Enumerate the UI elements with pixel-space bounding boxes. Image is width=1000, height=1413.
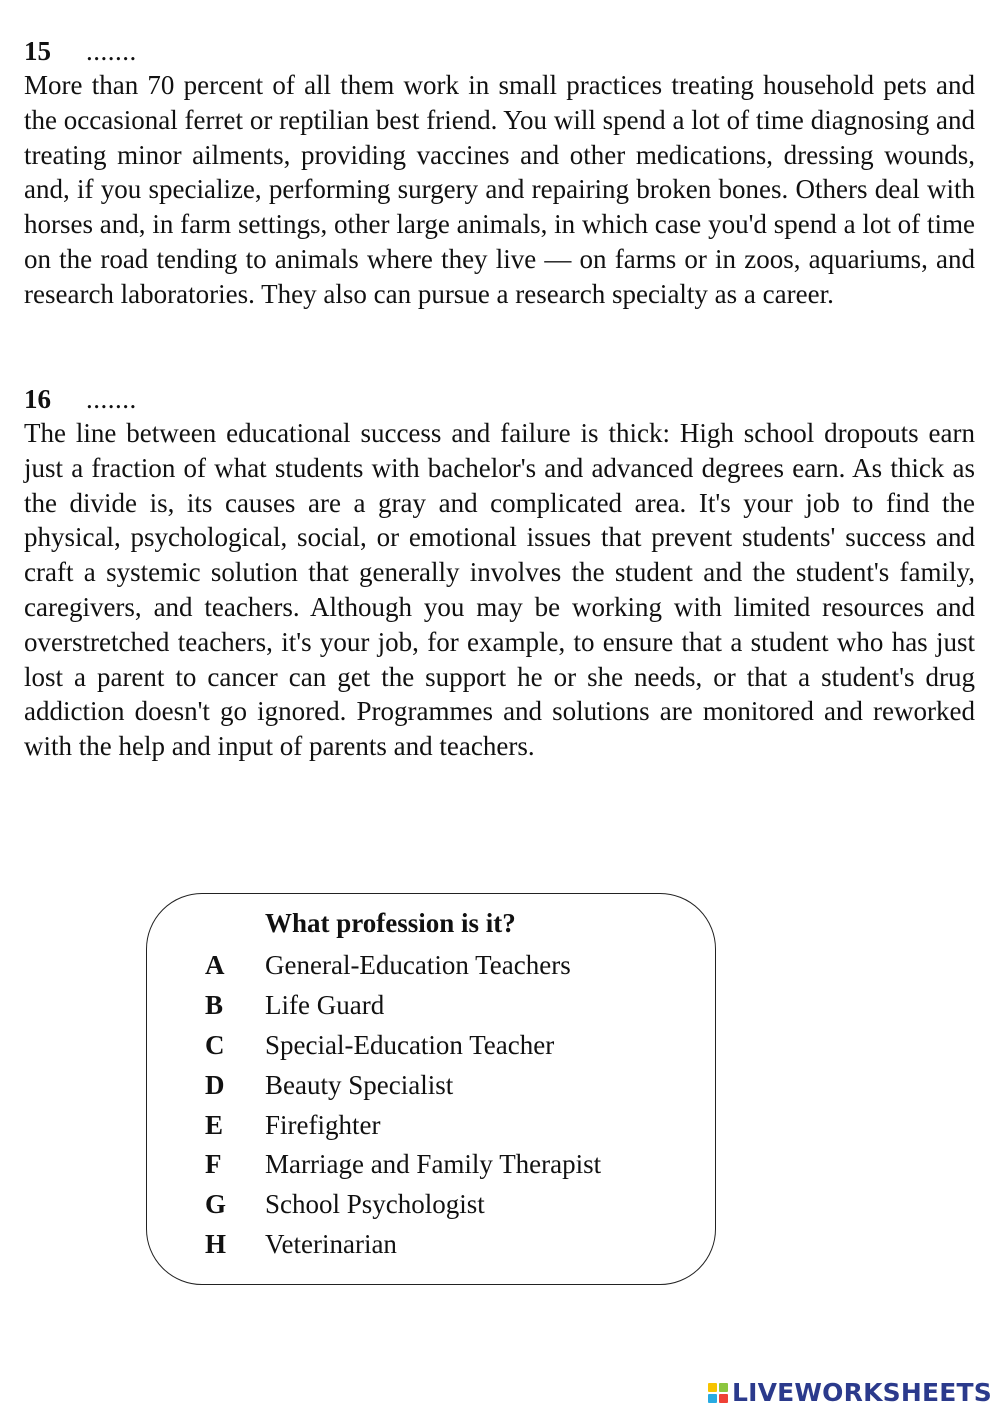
option-text: School Psychologist	[265, 1189, 485, 1220]
question-header	[24, 382, 975, 416]
option-letter: D	[205, 1069, 225, 1100]
option-text: Veterinarian	[265, 1228, 397, 1259]
option-letter: E	[205, 1109, 224, 1140]
logo-tile-red	[719, 1394, 728, 1403]
brand-name: LIVEWORKSHEETS	[731, 1378, 992, 1407]
options-list	[205, 946, 601, 1264]
liveworksheets-brand[interactable]	[708, 1378, 992, 1407]
answer-blank[interactable]: .......	[86, 36, 137, 66]
option-letter: H	[205, 1228, 227, 1259]
option-text: Beauty Specialist	[265, 1069, 454, 1100]
option-g	[205, 1185, 601, 1225]
answer-blank[interactable]: .......	[86, 384, 137, 414]
option-a	[205, 946, 601, 986]
option-letter: F	[205, 1149, 222, 1180]
option-letter: C	[205, 1029, 225, 1060]
option-text: Marriage and Family Therapist	[265, 1149, 602, 1180]
option-d	[205, 1065, 601, 1105]
option-letter: G	[205, 1189, 227, 1220]
question-number: 15	[24, 36, 51, 66]
option-letter: A	[205, 950, 225, 981]
option-h	[205, 1225, 601, 1265]
option-text: General-Education Teachers	[265, 950, 571, 981]
option-b	[205, 986, 601, 1026]
option-text: Special-Education Teacher	[265, 1029, 555, 1060]
option-e	[205, 1105, 601, 1145]
logo-tile-green	[719, 1383, 728, 1392]
question-text: The line between educational success and failure is thick: High school dropouts earn just a fraction of what students with bachelor's and advanced degrees earn. As thick as the divide is, its causes are a gray and complicated area. It's your job to find the physical, psychological, social, or emotional issues that prevent students' success and craft a systemic solution that generally involves the student and the student's family, caregivers, and teachers. Although you may be working with limited resources and overstretched teachers, it's your job, for example, to ensure that a student who has just lost a parent to cancer can get the support he or she needs, or that a student's drug addiction doesn't go ignored. Programmes and solutions are monitored and reworked with the help and input of parents and teachers.	[24, 418, 975, 762]
question-number: 16	[24, 384, 51, 414]
logo-tile-blue	[708, 1394, 717, 1403]
question-text: More than 70 percent of all them work in small practices treating household pets and the occasional ferret or reptilian best friend. You will spend a lot of time diagnosing and treating minor ailments, providing vaccines and other medications, dressing wounds, and, if you specialize, performing surgery and repairing broken bones. Others deal with horses and, in farm settings, other large animals, in which case you'd spend a lot of time on the road tending to animals where they live — on farms or in zoos, aquariums, and research laboratories. They also can pursue a research specialty as a career.	[24, 70, 975, 309]
liveworksheets-logo-icon	[708, 1383, 728, 1403]
option-c	[205, 1026, 601, 1066]
option-text: Life Guard	[265, 990, 385, 1021]
option-text: Firefighter	[265, 1109, 381, 1140]
question-16	[24, 382, 975, 764]
profession-options-box	[146, 893, 716, 1285]
question-header	[24, 34, 975, 68]
option-f	[205, 1145, 601, 1185]
options-title: What profession is it?	[265, 908, 516, 938]
logo-tile-yellow	[708, 1383, 717, 1392]
question-15	[24, 34, 975, 312]
option-letter: B	[205, 990, 224, 1021]
